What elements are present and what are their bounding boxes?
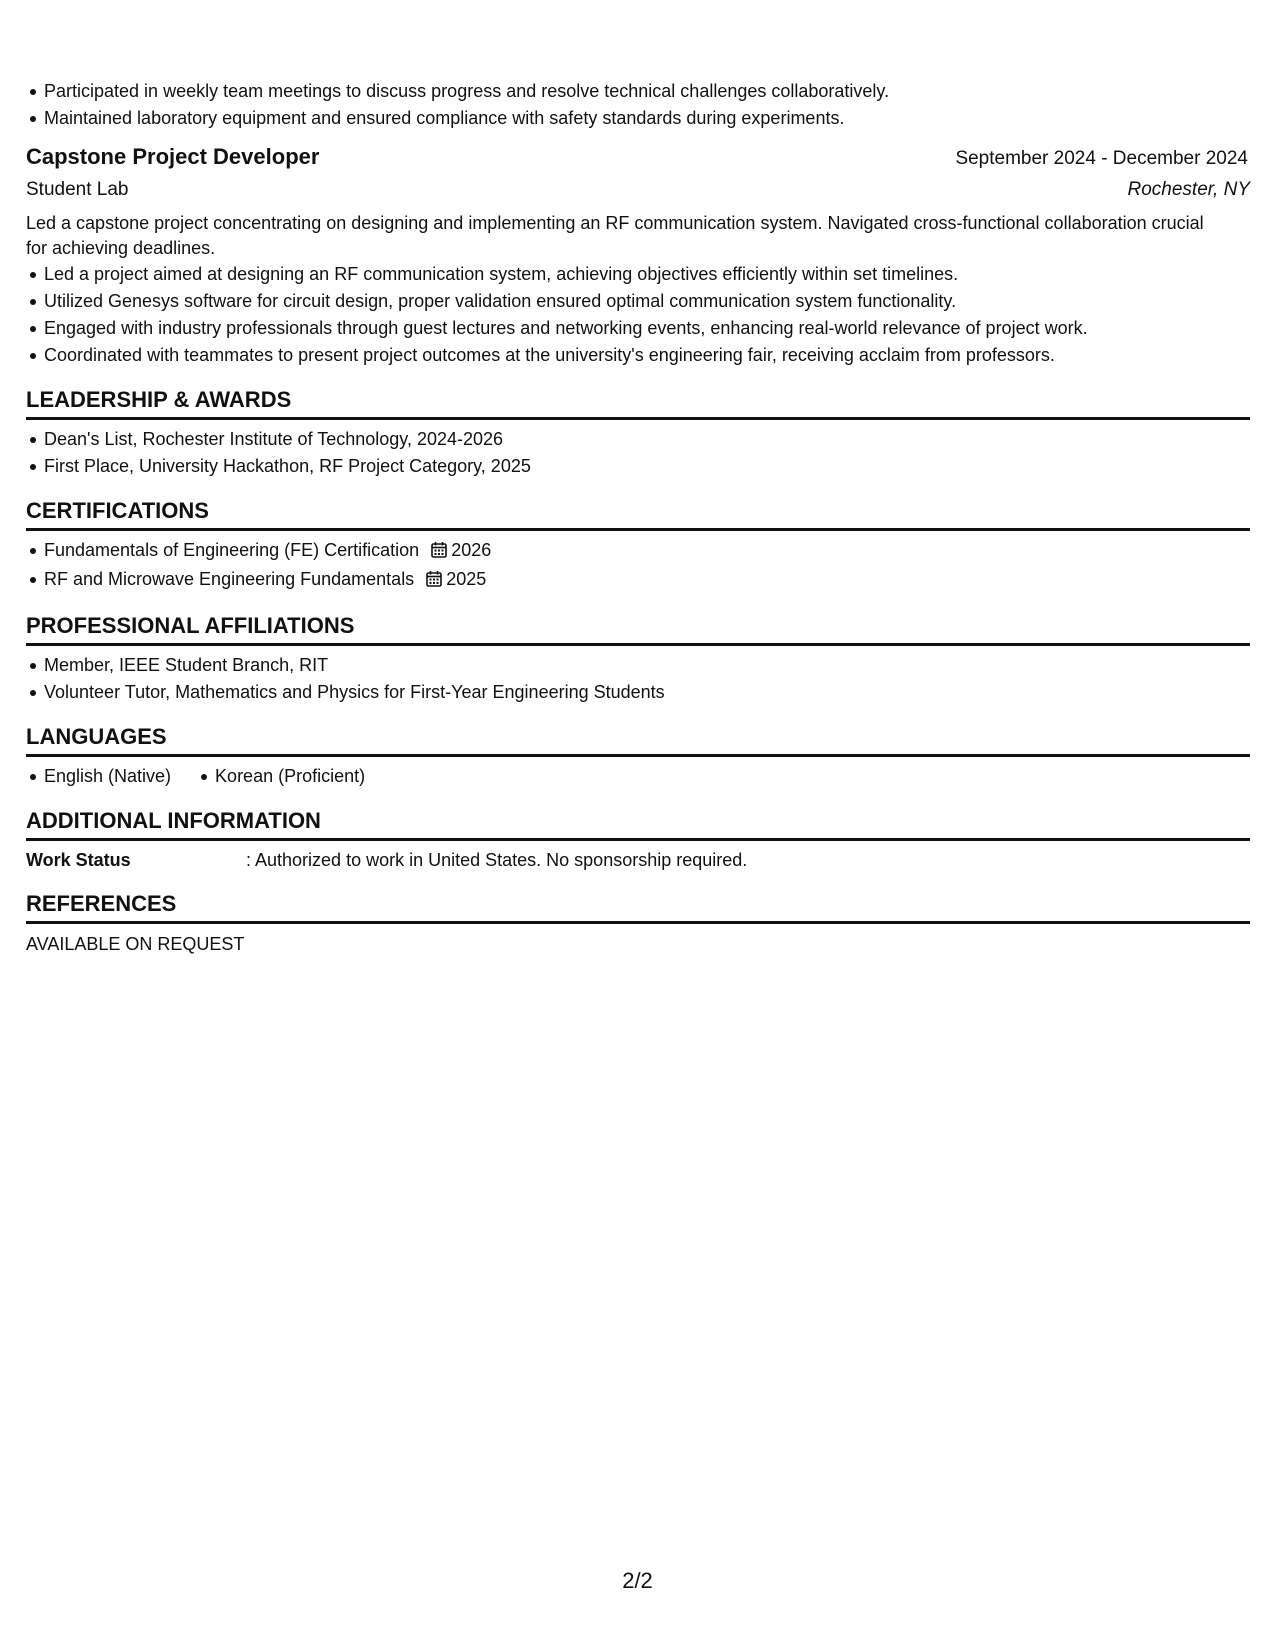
- certification-name: RF and Microwave Engineering Fundamentals: [44, 569, 415, 589]
- calendar-icon: [426, 568, 442, 595]
- list-item: Led a project aimed at designing an RF communication system, achieving objectives efficiently within set timelines.: [44, 261, 1250, 288]
- additional-info-section: [26, 806, 1250, 873]
- list-item: English (Native): [44, 763, 171, 790]
- section-title: CERTIFICATIONS: [26, 496, 1250, 531]
- work-status-label: Work Status: [26, 850, 131, 870]
- job-dates: September 2024 - December 2024: [955, 148, 1248, 169]
- affiliations-list: [26, 652, 1250, 706]
- certification-year: 2025: [446, 569, 487, 589]
- job-summary: Led a capstone project concentrating on designing and implementing an RF communication system. Navigated cross-functional collaboration crucial for achieving deadlines.: [26, 213, 1204, 258]
- affiliations-section: [26, 611, 1250, 706]
- list-item: Participated in weekly team meetings to discuss progress and resolve technical challenges collaboratively.: [44, 78, 1250, 105]
- job-bullets: [26, 261, 1250, 369]
- job-location: Rochester, NY: [1127, 179, 1250, 200]
- references-text: AVAILABLE ON REQUEST: [26, 934, 245, 954]
- leadership-section: [26, 385, 1250, 480]
- list-item: Volunteer Tutor, Mathematics and Physics for First-Year Engineering Students: [44, 679, 1250, 706]
- list-item: [44, 566, 1250, 595]
- references-section: [26, 889, 1250, 958]
- list-item: [44, 537, 1250, 566]
- list-item: Utilized Genesys software for circuit design, proper validation ensured optimal communication system functionality.: [44, 288, 1250, 315]
- list-item: Engaged with industry professionals through guest lectures and networking events, enhancing real-world relevance of project work.: [44, 315, 1250, 342]
- previous-job-bullets: [26, 78, 1250, 132]
- job-subheader: [26, 175, 1250, 205]
- job-entry: [26, 141, 1250, 369]
- resume-page: [26, 78, 1250, 958]
- list-item: Korean (Proficient): [215, 763, 365, 790]
- job-title: Capstone Project Developer: [26, 144, 320, 169]
- work-status-value: : Authorized to work in United States. No sponsorship required.: [246, 850, 748, 870]
- work-status-row: [26, 847, 1250, 873]
- section-title: LANGUAGES: [26, 722, 1250, 757]
- leadership-list: [26, 426, 1250, 480]
- list-item: Coordinated with teammates to present project outcomes at the university's engineering fair, receiving acclaim from professors.: [44, 342, 1250, 369]
- list-item: First Place, University Hackathon, RF Project Category, 2025: [44, 453, 1250, 480]
- certification-name: Fundamentals of Engineering (FE) Certification: [44, 540, 420, 560]
- certifications-section: [26, 496, 1250, 595]
- certification-year: 2026: [451, 540, 492, 560]
- job-header: [26, 141, 1250, 175]
- section-title: ADDITIONAL INFORMATION: [26, 806, 1250, 841]
- section-title: LEADERSHIP & AWARDS: [26, 385, 1250, 420]
- list-item: Maintained laboratory equipment and ensured compliance with safety standards during experiments.: [44, 105, 1250, 132]
- certifications-list: [26, 537, 1250, 595]
- page-number: 2/2: [622, 1568, 653, 1593]
- list-item: Member, IEEE Student Branch, RIT: [44, 652, 1250, 679]
- section-title: REFERENCES: [26, 889, 1250, 924]
- list-item: Dean's List, Rochester Institute of Technology, 2024-2026: [44, 426, 1250, 453]
- languages-section: [26, 722, 1250, 790]
- section-title: PROFESSIONAL AFFILIATIONS: [26, 611, 1250, 646]
- languages-list: [26, 763, 1250, 790]
- calendar-icon: [431, 539, 447, 566]
- job-company: Student Lab: [26, 179, 129, 200]
